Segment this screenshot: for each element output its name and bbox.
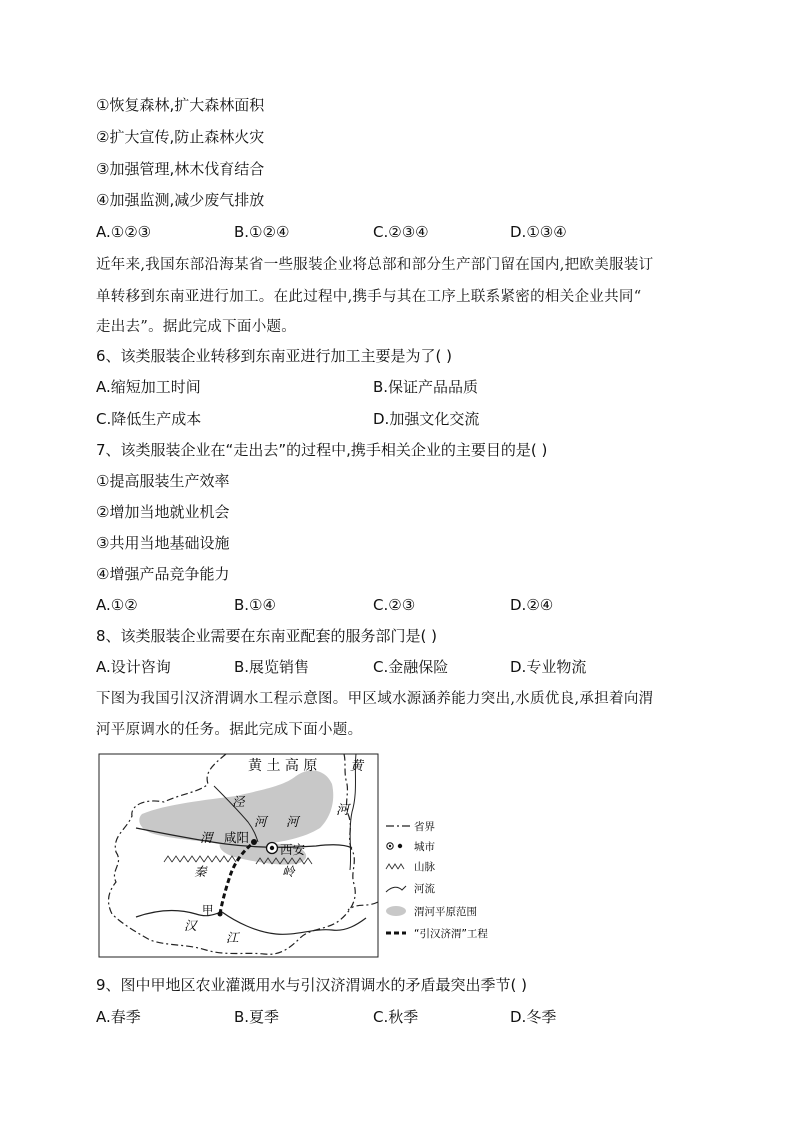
q6-stem: 6、该类服装企业转移到东南亚进行加工主要是为了( ) bbox=[96, 347, 453, 365]
q7-stem: 7、该类服装企业在“走出去”的过程中,携手相关企业的主要目的是( ) bbox=[96, 441, 548, 459]
xianyang-label: 咸阳 bbox=[224, 830, 250, 845]
q7-statement-2: ②增加当地就业机会 bbox=[96, 503, 230, 521]
q8-option-c[interactable]: C.金融保险 bbox=[373, 658, 449, 676]
legend-river-icon bbox=[386, 886, 406, 892]
statement-3: ③加强管理,林木伐育结合 bbox=[96, 160, 265, 178]
q9-option-d[interactable]: D.冬季 bbox=[510, 1008, 557, 1026]
q7-option-c[interactable]: C.②③ bbox=[373, 596, 416, 614]
q8-stem: 8、该类服装企业需要在东南亚配套的服务部门是( ) bbox=[96, 627, 438, 645]
statement-2: ②扩大宣传,防止森林火灾 bbox=[96, 128, 265, 146]
legend-mountain-label: 山脉 bbox=[414, 861, 435, 873]
q7-statement-1: ①提高服装生产效率 bbox=[96, 472, 230, 490]
legend-city-icon bbox=[398, 844, 402, 848]
yellow-river-label-1: 黄 bbox=[350, 759, 364, 774]
passage2-line2: 河平原调水的任务。据此完成下面小题。 bbox=[96, 722, 363, 738]
jia-label: 甲 bbox=[202, 903, 214, 917]
q8-option-d[interactable]: D.专业物流 bbox=[510, 658, 587, 676]
q8-option-b[interactable]: B.展览销售 bbox=[234, 658, 310, 676]
xian-label: 西安 bbox=[280, 842, 306, 857]
q7-option-d[interactable]: D.②④ bbox=[510, 596, 554, 614]
legend-mountain-icon bbox=[386, 864, 404, 869]
q8-option-a[interactable]: A.设计咨询 bbox=[96, 658, 171, 676]
legend-plain-icon bbox=[386, 906, 406, 916]
q7-statement-4: ④增强产品竞争能力 bbox=[96, 565, 230, 583]
q9-option-a[interactable]: A.春季 bbox=[96, 1008, 141, 1026]
passage1-line2: 单转移到东南亚进行加工。在此过程中,携手与其在工序上联系紧密的相关企业共同“ bbox=[96, 289, 642, 305]
jing-river-label-2: 河 bbox=[254, 814, 267, 829]
q6-option-c[interactable]: C.降低生产成本 bbox=[96, 410, 202, 428]
q6-option-a[interactable]: A.缩短加工时间 bbox=[96, 378, 201, 396]
legend-plain-label: 渭河平原范围 bbox=[414, 906, 477, 918]
q5-option-c[interactable]: C.②③④ bbox=[373, 223, 429, 241]
q6-option-b[interactable]: B.保证产品品质 bbox=[373, 378, 479, 396]
q5-option-b[interactable]: B.①②④ bbox=[234, 223, 290, 241]
wei-river-label-2: 河 bbox=[286, 814, 299, 829]
statement-4: ④加强监测,减少废气排放 bbox=[96, 191, 265, 209]
han-river-label-2: 江 bbox=[226, 930, 239, 945]
xianyang-city-dot bbox=[251, 839, 257, 845]
q5-option-d[interactable]: D.①③④ bbox=[510, 223, 567, 241]
q7-statement-3: ③共用当地基础设施 bbox=[96, 534, 230, 552]
statement-1: ①恢复森林,扩大森林面积 bbox=[96, 96, 265, 114]
jing-river-label: 泾 bbox=[232, 794, 245, 809]
passage2-line1: 下图为我国引汉济渭调水工程示意图。甲区域水源涵养能力突出,水质优良,承担着向渭 bbox=[96, 691, 654, 707]
legend-boundary-label: 省界 bbox=[414, 821, 435, 833]
yellow-river-label-2: 河 bbox=[336, 803, 350, 818]
wei-river-label: 渭 bbox=[200, 830, 213, 845]
han-river-label: 汉 bbox=[184, 918, 197, 933]
water-diversion-map bbox=[96, 752, 526, 962]
legend-project-label: “引汉济渭”工程 bbox=[414, 928, 488, 940]
legend-river-label: 河流 bbox=[414, 883, 435, 895]
q9-option-b[interactable]: B.夏季 bbox=[234, 1008, 280, 1026]
passage1-line3: 走出去”。据此完成下面小题。 bbox=[96, 319, 297, 335]
q7-option-b[interactable]: B.①④ bbox=[234, 596, 276, 614]
han-river-line bbox=[136, 910, 366, 934]
xian-city-center bbox=[270, 846, 274, 850]
qinling-label-2: 岭 bbox=[282, 864, 295, 879]
q5-option-a[interactable]: A.①②③ bbox=[96, 223, 152, 241]
q9-stem: 9、图中甲地区农业灌溉用水与引汉济渭调水的矛盾最突出季节( ) bbox=[96, 976, 528, 994]
q6-option-d[interactable]: D.加强文化交流 bbox=[373, 410, 480, 428]
q7-option-a[interactable]: A.①② bbox=[96, 596, 138, 614]
loess-plateau-label: 黄 土 高 原 bbox=[248, 758, 318, 774]
q9-option-c[interactable]: C.秋季 bbox=[373, 1008, 419, 1026]
passage1-line1: 近年来,我国东部沿海某省一些服装企业将总部和部分生产部门留在国内,把欧美服装订 bbox=[96, 257, 654, 273]
qinling-label-1: 秦 bbox=[194, 864, 207, 879]
legend-city-label: 城市 bbox=[414, 841, 435, 853]
legend-capital-dot bbox=[389, 845, 391, 847]
map-legend bbox=[386, 820, 488, 940]
jia-point bbox=[218, 912, 223, 917]
